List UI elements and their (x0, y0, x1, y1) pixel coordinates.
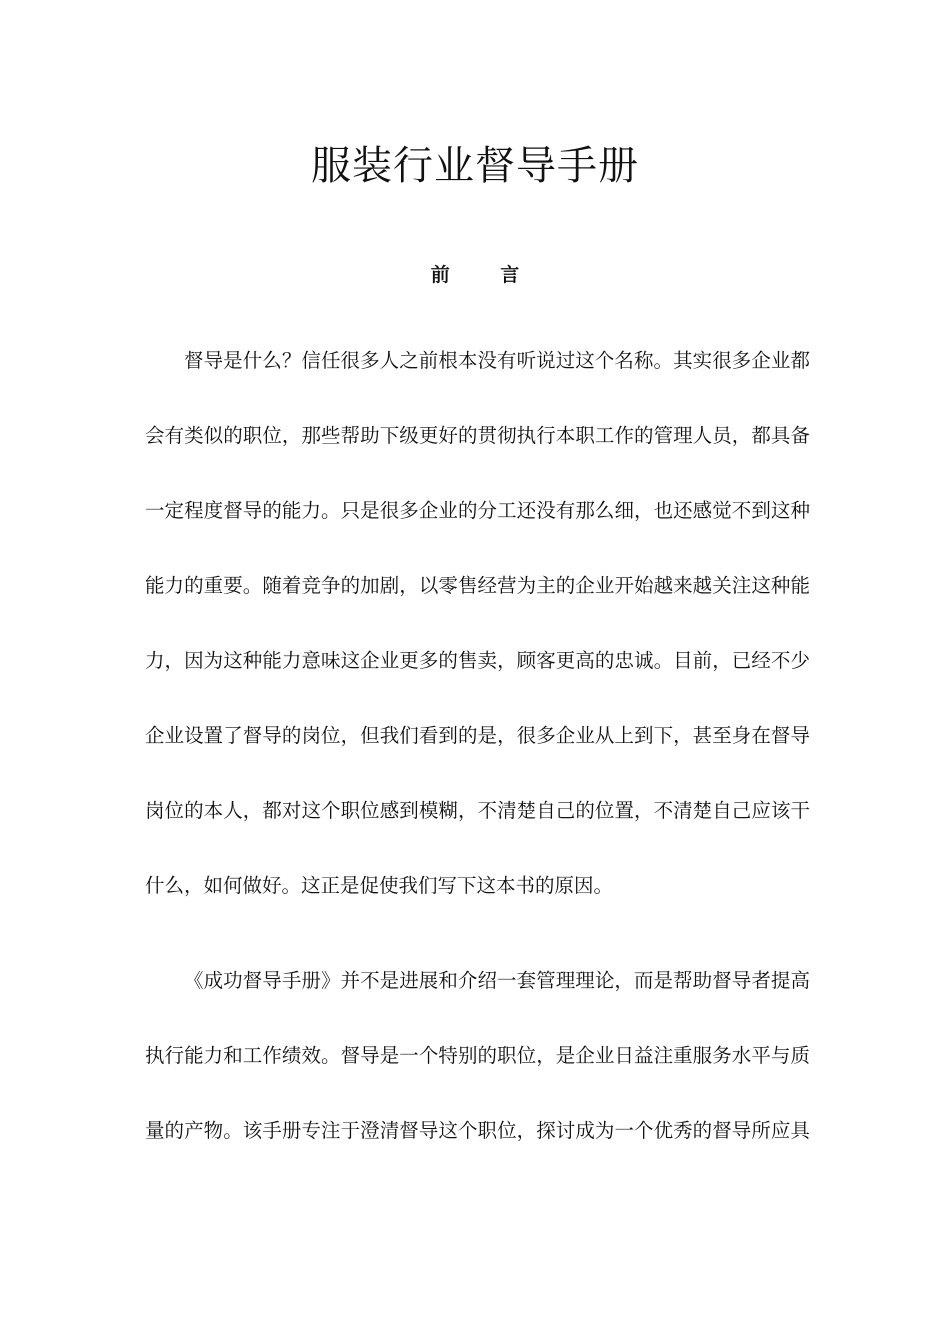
paragraph-line: 《成功督导手册》并不是进展和介绍一套管理理论，而是帮助督导者提高 (184, 969, 810, 992)
paragraph-line: 会有类似的职位，那些帮助下级更好的贯彻执行本职工作的管理人员，都具备 (145, 424, 810, 447)
paragraph-line: 能力的重要。随着竞争的加剧，以零售经营为主的企业开始越来越关注这种能 (145, 574, 810, 597)
paragraph-2 (145, 943, 810, 1168)
paragraph-1 (145, 323, 810, 923)
section-heading-preface: 前 言 (430, 264, 542, 286)
paragraph-line: 督导是什么？信任很多人之前根本没有听说过这个名称。其实很多企业都 (184, 349, 810, 372)
paragraph-line: 什么，如何做好。这正是促使我们写下这本书的原因。 (145, 874, 614, 897)
paragraph-line: 量的产物。该手册专注于澄清督导这个职位，探讨成为一个优秀的督导所应具 (145, 1119, 810, 1142)
paragraph-line: 岗位的本人，都对这个职位感到模糊，不清楚自己的位置，不清楚自己应该干 (145, 799, 810, 822)
paragraph-line: 一定程度督导的能力。只是很多企业的分工还没有那么细，也还感觉不到这种 (145, 499, 810, 522)
paragraph-line: 执行能力和工作绩效。督导是一个特别的职位，是企业日益注重服务水平与质 (145, 1044, 810, 1067)
paragraph-line: 企业设置了督导的岗位，但我们看到的是，很多企业从上到下，甚至身在督导 (145, 724, 810, 747)
document-title: 服装行业督导手册 (311, 143, 639, 189)
paragraph-line: 力，因为这种能力意味这企业更多的售卖，顾客更高的忠诚。目前，已经不少 (145, 649, 810, 672)
